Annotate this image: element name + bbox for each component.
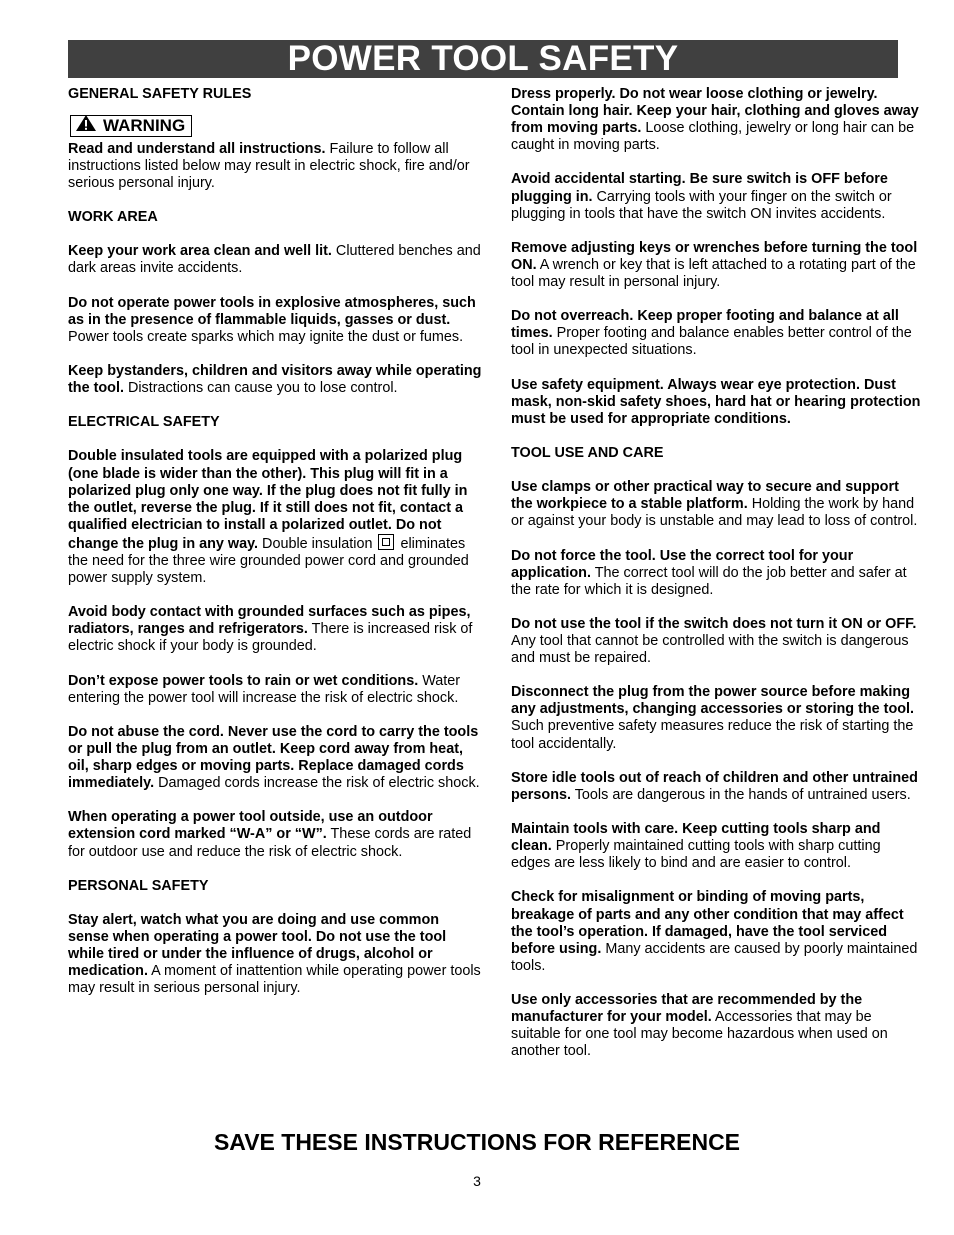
paragraph-rain: Don’t expose power tools to rain or wet conditions. Water entering the power tool will increase the risk of electric shock. xyxy=(68,672,461,706)
section-heading-tool-use: TOOL USE AND CARE xyxy=(511,444,664,461)
right-column xyxy=(511,86,923,1077)
section-heading-work-area: WORK AREA xyxy=(68,209,158,226)
paragraph-switch: Do not use the tool if the switch does not turn it ON or OFF. Any tool that cannot be controlled with the switch is dangerous and must be repaired. xyxy=(511,615,917,667)
warning-badge xyxy=(70,115,192,137)
paragraph-cord: Do not abuse the cord. Never use the cord to carry the tools or pull the plug from an outlet. Keep cord away from heat, oil, sharp edges or moving parts. Replace damaged cords immediately. Damaged cords increase the risk of electric shock. xyxy=(68,723,480,792)
warning-label: WARNING xyxy=(103,115,186,135)
paragraph-maintain: Maintain tools with care. Keep cutting tools sharp and clean. Properly maintained cutting tools with sharp cutting edges are less likely to bind and are easier to control. xyxy=(511,821,881,872)
paragraph-safety-equipment: Use safety equipment. Always wear eye protection. Dust mask, non-skid safety shoes, hard hat or hearing protection must be used for appropriate conditions. xyxy=(511,376,921,427)
paragraph-dress: Dress properly. Do not wear loose clothing or jewelry. Contain long hair. Keep your hair, clothing and gloves away from moving parts. Loose clothing, jewelry or long hair can be caught in moving parts. xyxy=(511,86,919,154)
left-column xyxy=(68,86,482,1015)
paragraph-bystanders: Keep bystanders, children and visitors away while operating the tool. Distractions can cause you to lose control. xyxy=(68,362,482,397)
paragraph-misalignment: Check for misalignment or binding of moving parts, breakage of parts and any other condition that may affect the tool’s operation. If damaged, have the tool serviced before using. Many accidents are caused by poorly maintained tools. xyxy=(511,889,918,974)
paragraph-read-instructions: Read and understand all instructions. Failure to follow all instructions listed below may result in electric shock, fire and/or serious personal injury. xyxy=(68,140,470,191)
paragraph-clamps: Use clamps or other practical way to secure and support the workpiece to a stable platform. Holding the work by hand or against your body is unstable and may lead to loss of control. xyxy=(511,479,918,530)
paragraph-grounded-surfaces: Avoid body contact with grounded surfaces such as pipes, radiators, ranges and refrigerators. There is increased risk of electric shock if your body is grounded. xyxy=(68,604,473,655)
page-title-bar xyxy=(68,40,898,78)
section-heading-electrical: ELECTRICAL SAFETY xyxy=(68,414,220,431)
paragraph-store-tools: Store idle tools out of reach of children and other untrained persons. Tools are dangerous in the hands of untrained users. xyxy=(511,769,918,803)
warning-triangle-icon xyxy=(75,114,97,137)
paragraph-polarized-plug: Double insulated tools are equipped with a polarized plug (one blade is wider than the other). This plug will fit in a polarized plug only one way. If the plug does not fit fully in the outlet, reverse the plug. If it still does not fit, contact a qualified electrician to install a polarized outlet. Do not change the plug in any way. Double insulation eliminates the need for the three wire grounded power cord and grounded power supply system. xyxy=(68,448,469,587)
paragraph-adjusting-keys: Remove adjusting keys or wrenches before turning the tool ON. A wrench or key that is left attached to a rotating part of the tool may result in personal injury. xyxy=(511,239,918,291)
paragraph-accessories: Use only accessories that are recommended by the manufacturer for your model. Accessories that may be suitable for one tool may become hazardous when used on another tool. xyxy=(511,991,888,1060)
page-number: 3 xyxy=(473,1173,481,1189)
paragraph-disconnect: Disconnect the plug from the power source before making any adjustments, changing accessories or storing the tool. Such preventive safety measures reduce the risk of starting the tool accidentally. xyxy=(511,684,915,752)
paragraph-explosive: Do not operate power tools in explosive atmospheres, such as in the presence of flammable liquids, gasses or dust. Power tools create sparks which may ignite the dust or fumes. xyxy=(68,294,476,345)
double-insulation-icon xyxy=(378,534,394,550)
paragraph-outdoor: When operating a power tool outside, use an outdoor extension cord marked “W-A” or “W”. These cords are rated for outdoor use and reduce the risk of electric shock. xyxy=(68,809,472,860)
paragraph-clean-area: Keep your work area clean and well lit. Cluttered benches and dark areas invite accidents. xyxy=(68,243,481,277)
paragraph-accidental-start: Avoid accidental starting. Be sure switch is OFF before plugging in. Carrying tools with your finger on the switch or plugging in tools that have the switch ON invites accidents. xyxy=(511,171,892,222)
section-heading-general: GENERAL SAFETY RULES xyxy=(68,86,252,102)
page-title: POWER TOOL SAFETY xyxy=(287,39,679,78)
section-heading-personal: PERSONAL SAFETY xyxy=(68,877,209,894)
save-instructions-banner: SAVE THESE INSTRUCTIONS FOR REFERENCE xyxy=(213,1129,741,1155)
paragraph-force-tool: Do not force the tool. Use the correct tool for your application. The correct tool will do the job better and safer at the rate for which it is designed. xyxy=(511,547,907,598)
paragraph-stay-alert: Stay alert, watch what you are doing and use common sense when operating a power tool. Do not use the tool while tired or under the influence of drugs, alcohol or medication. A moment of inattention while operating power tools may result in serious personal injury. xyxy=(68,911,481,997)
paragraph-overreach: Do not overreach. Keep proper footing and balance at all times. Proper footing and balance enables better control of the tool in unexpected situations. xyxy=(511,308,912,359)
